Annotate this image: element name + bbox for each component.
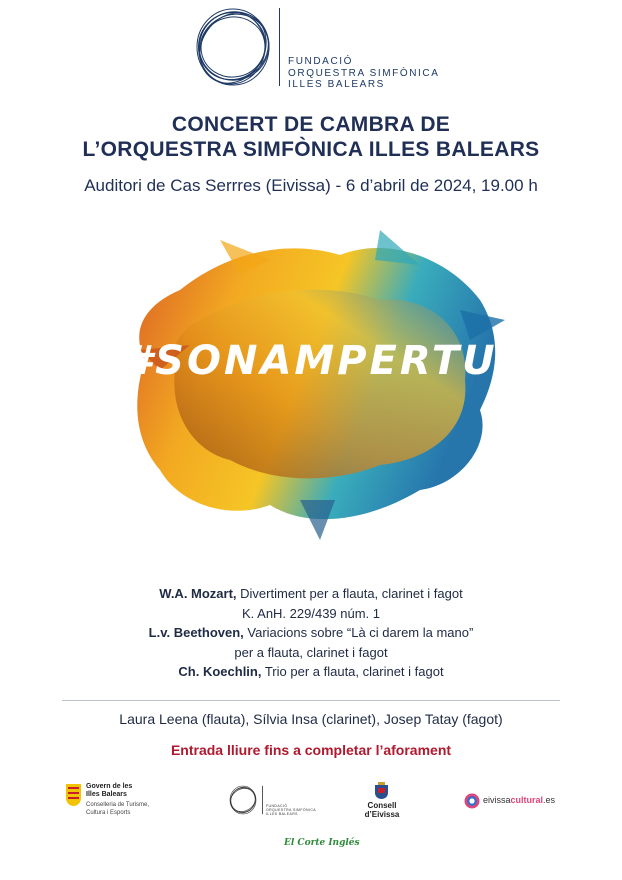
sponsor-eivissacultural: [464, 792, 574, 814]
sponsor-el-corte-ingles: El Corte Inglés: [284, 838, 360, 848]
performers: Laura Leena (flauta), Sílvia Insa (clarinet), Josep Tatay (fagot): [119, 711, 503, 727]
govern-title-line: Govern de les: [86, 783, 133, 790]
balearic-shield-icon: [66, 784, 81, 806]
govern-title: [86, 783, 132, 799]
composer: L.v. Beethoven,: [148, 625, 244, 640]
govern-department: [86, 802, 149, 817]
work: Divertiment per a flauta, clarinet i fagot: [236, 586, 463, 601]
eiv-accent: cultural: [510, 795, 544, 805]
composer: Ch. Koechlin,: [178, 664, 262, 679]
foundation-logo-text: [288, 56, 440, 91]
free-entry-notice: Entrada lliure fins a completar l’aforament: [170, 742, 452, 758]
title-line-2: L’ORQUESTRA SIMFÒNICA ILLES BALEARS: [82, 138, 540, 161]
eivissa-cultural-text: [483, 795, 555, 805]
logo-divider: [262, 786, 263, 814]
title-line-1: CONCERT DE CAMBRA DE: [171, 113, 451, 136]
sponsor-govern: [66, 782, 176, 826]
composer: W.A. Mozart,: [159, 586, 237, 601]
govern-title-line: Illes Balears: [86, 791, 127, 798]
eiv-prefix: eivissa: [483, 795, 511, 805]
program-list: [0, 584, 622, 682]
govern-sub-line: Cultura i Esports: [86, 809, 131, 816]
header: [0, 0, 622, 100]
consell-line: Consell: [367, 801, 397, 810]
logo-line: ILLES BALEARS: [288, 79, 385, 90]
venue-date: Auditori de Cas Serrres (Eivissa) - 6 d’abril de 2024, 19.00 h: [84, 176, 538, 195]
work: K. AnH. 229/439 núm. 1: [241, 605, 381, 621]
logo-line: ORQUESTRA SIMFÒNICA: [288, 67, 440, 79]
sponsor-fundacio: [228, 784, 328, 820]
hashtag-text: #SONAMPERTU: [124, 338, 498, 384]
govern-sub-line: Conselleria de Turisme,: [86, 802, 150, 808]
logo-divider: [279, 8, 280, 86]
fund-line: FUNDACIÓ: [266, 804, 288, 808]
foundation-logo-icon: [192, 4, 274, 90]
fund-line: ORQUESTRA SIMFÒNICA: [266, 808, 316, 812]
program-line: [0, 643, 622, 663]
work: per a flauta, clarinet i fagot: [234, 644, 388, 660]
work: Trio per a flauta, clarinet i fagot: [261, 664, 444, 679]
consell-crest-icon: [375, 782, 388, 799]
work: Variacions sobre “Là ci darem la mano”: [243, 625, 474, 640]
foundation-small-logo-icon: [228, 784, 258, 816]
concert-title: [0, 112, 622, 162]
eiv-suffix: .es: [543, 795, 556, 805]
sponsor-consell: [352, 782, 412, 826]
eivissa-cultural-icon: [464, 793, 480, 809]
logo-line: FUNDACIÓ: [288, 56, 354, 67]
consell-name: [352, 801, 412, 819]
foundation-small-text: [266, 804, 316, 816]
program-line: [0, 662, 622, 682]
program-line: [0, 623, 622, 643]
fund-line: ILLES BALEARS: [266, 812, 298, 816]
program-line: [0, 604, 622, 624]
section-divider: [62, 700, 560, 701]
program-line: [0, 584, 622, 604]
consell-line: d’Eivissa: [364, 810, 400, 819]
